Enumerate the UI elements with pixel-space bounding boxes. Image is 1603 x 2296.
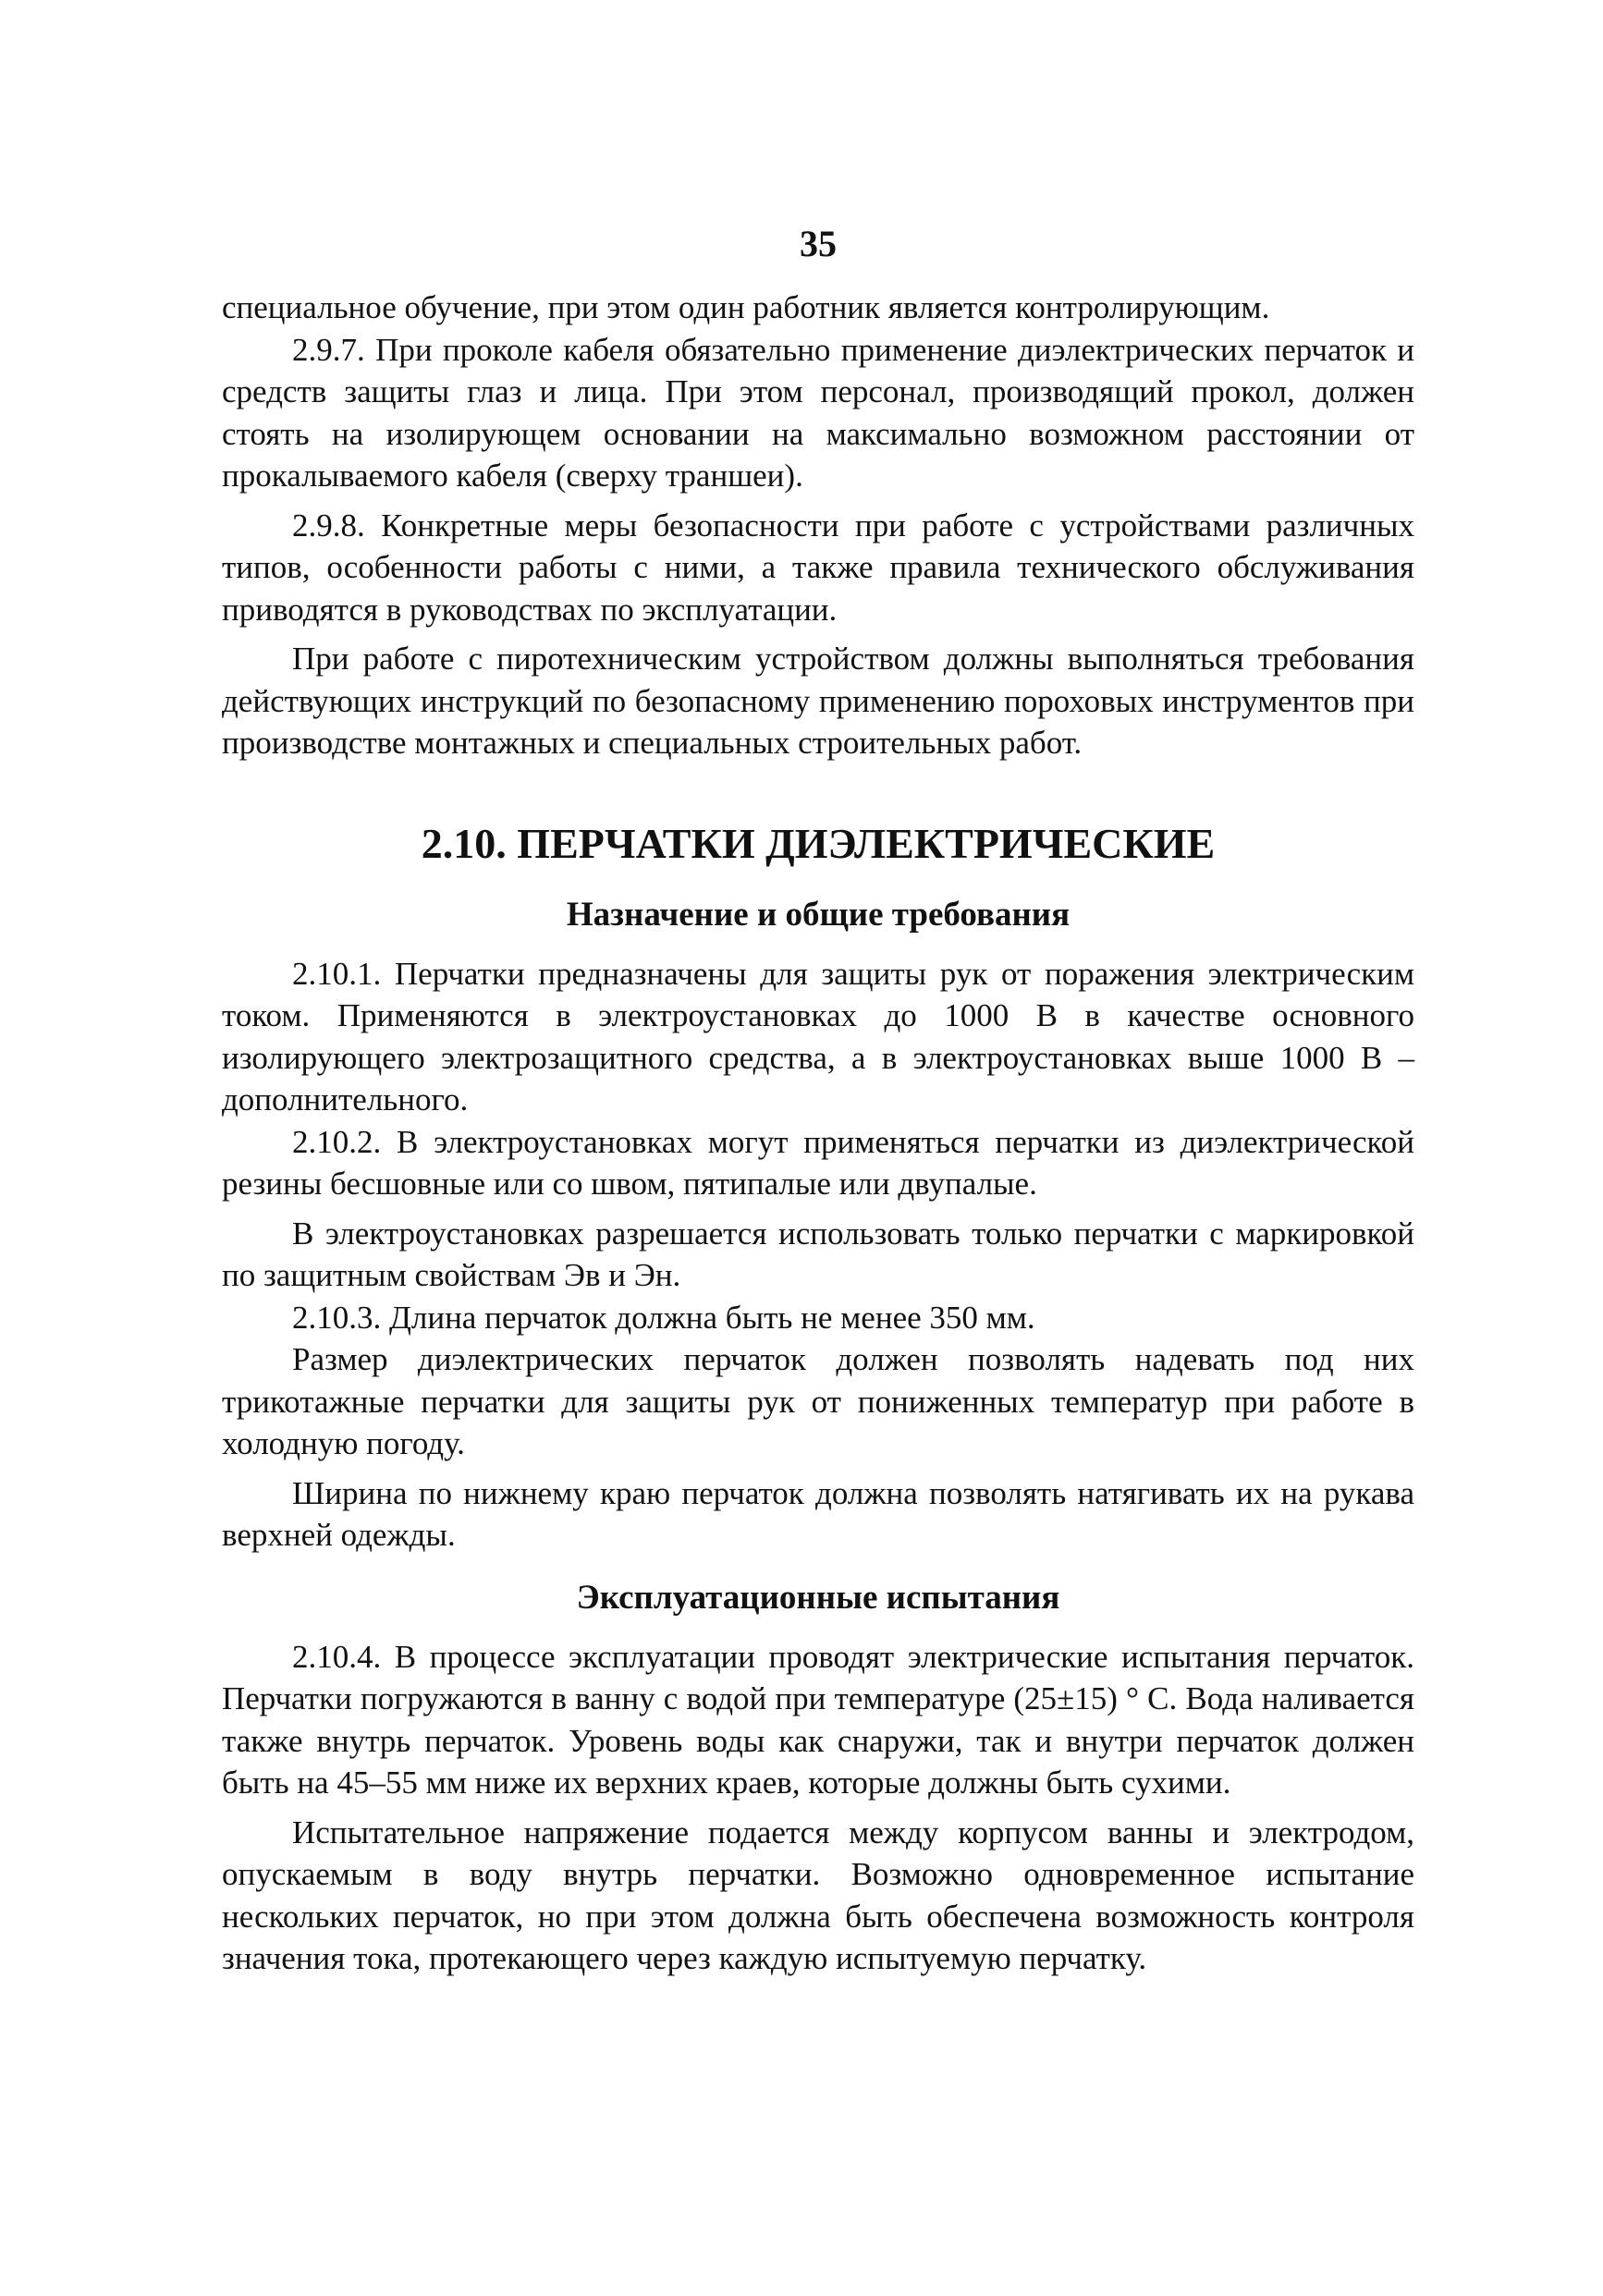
paragraph-2-10-1: 2.10.1. Перчатки предназначены для защиты рук от поражения электрическим током. Применяются в электроустановках до 1000 В в качестве основного изолирующего электрозащитного средства, а в электроустановках выше 1000 В – дополнительного. — [222, 955, 1414, 1117]
paragraph-width: Ширина по нижнему краю перчаток должна позволять натягивать их на рукава верхней одежды. — [222, 1474, 1414, 1553]
subsection-title-tests: Эксплуатационные испытания — [576, 1578, 1060, 1617]
paragraph-test-voltage: Испытательное напряжение подается между корпусом ванны и электродом, опускаемым в воду внутрь перчатки. Возможно одновременное испытание нескольких перчаток, но при этом должна быть обеспечена возможность контроля значения тока, протекающего через каждую испытуемую перчатку. — [222, 1814, 1414, 1976]
paragraph-size: Размер диэлектрических перчаток должен позволять надевать под них трикотажные перчатки для защиты рук от пониженных температур при работе в холодную погоду. — [222, 1341, 1414, 1461]
page-number: 35 — [800, 223, 837, 264]
paragraph-2-9-8: 2.9.8. Конкретные меры безопасности при работе с устройствами различных типов, особенности работы с ними, а также правила технического обслуживания приводятся в руководствах по эксплуатации. — [222, 507, 1414, 628]
paragraph-continuation: специальное обучение, при этом один работник является контролирующим. — [222, 289, 1270, 325]
section-title: 2.10. ПЕРЧАТКИ ДИЭЛЕКТРИЧЕСКИЕ — [421, 819, 1216, 867]
paragraph-2-10-3: 2.10.3. Длина перчаток должна быть не менее 350 мм. — [292, 1299, 1035, 1336]
paragraph-2-9-7: 2.9.7. При проколе кабеля обязательно применение диэлектрических перчаток и средств защиты глаз и лица. При этом персонал, производящий прокол, должен стоять на изолирующем основании на максимально возможном расстоянии от прокалываемого кабеля (сверху траншеи). — [222, 331, 1414, 494]
paragraph-2-10-4: 2.10.4. В процессе эксплуатации проводят электрические испытания перчаток. Перчатки погружаются в ванну с водой при температуре (25±15) ° С. Вода наливается также внутрь перчаток. Уровень воды как снаружи, так и внутри перчаток должен быть на 45–55 мм ниже их верхних краев, которые должны быть сухими. — [222, 1638, 1414, 1801]
subsection-title-purpose: Назначение и общие требования — [566, 895, 1071, 934]
paragraph-marking: В электроустановках разрешается использовать только перчатки с маркировкой по защитным свойствам Эв и Эн. — [222, 1215, 1414, 1293]
document-page — [222, 222, 1414, 1980]
paragraph-pyrotechnic: При работе с пиротехническим устройством должны выполняться требования действующих инструкций по безопасному применению пороховых инструментов при производстве монтажных и специальных строительных работ. — [222, 641, 1414, 761]
paragraph-2-10-2: 2.10.2. В электроустановках могут применяться перчатки из диэлектрической резины бесшовные или со швом, пятипалые или двупалые. — [222, 1123, 1414, 1202]
